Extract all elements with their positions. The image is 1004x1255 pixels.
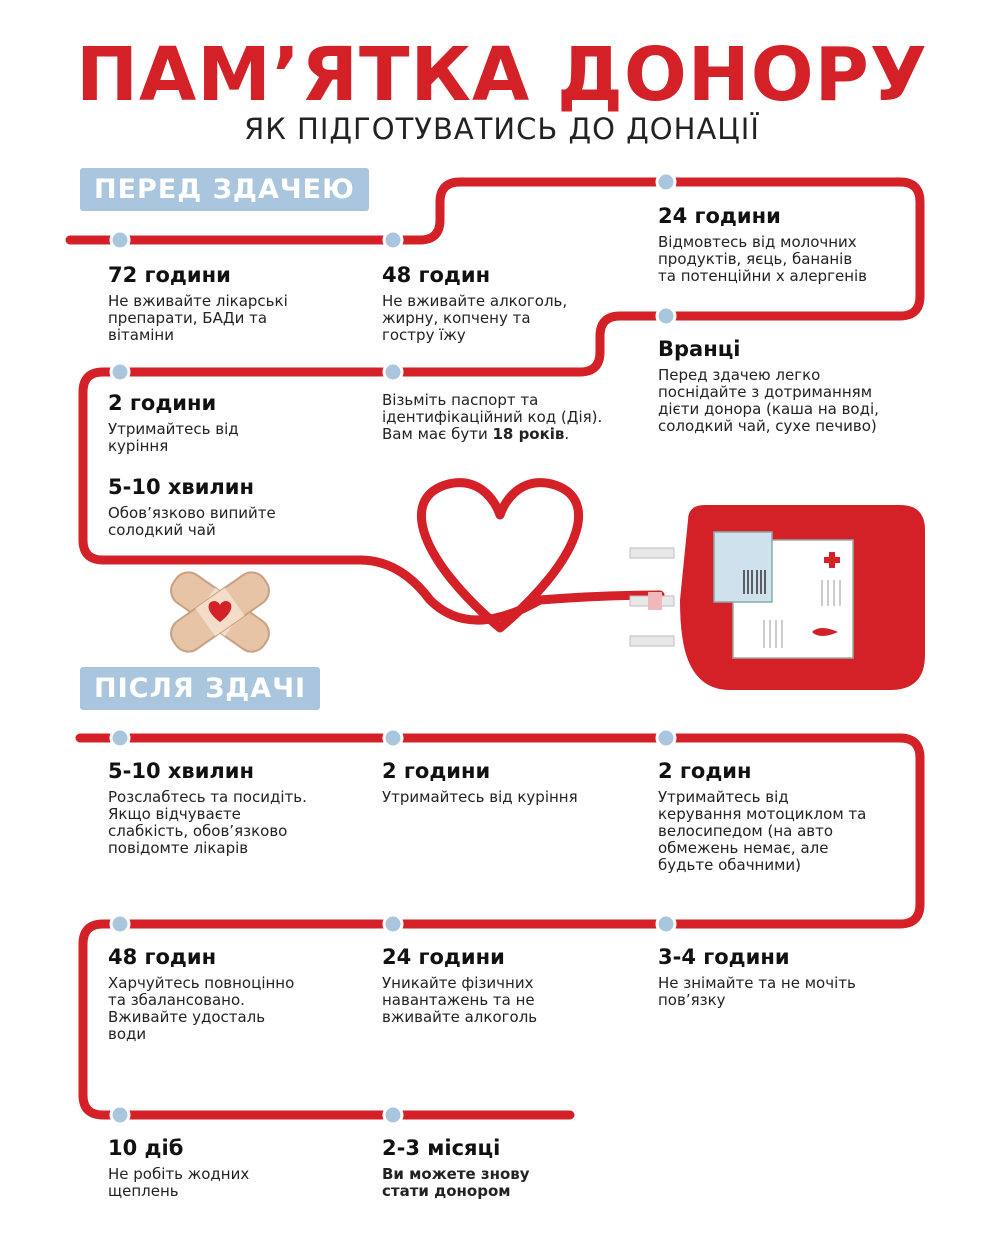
step-text: Утримайтесь від керування мотоциклом та велосипедом (на авто обмежень немає, але будьте обачними) (658, 788, 867, 874)
step-heading: Вранці (658, 337, 741, 361)
step-text: Не робіть жодних щеплень (108, 1165, 250, 1200)
before-step-5-10min (108, 475, 363, 539)
step-text (382, 1166, 637, 1200)
before-step-documents (382, 392, 662, 443)
step-heading: 10 діб (108, 1136, 184, 1160)
step-heading: 2 години (382, 759, 491, 783)
step-heading: 3-4 години (658, 945, 790, 969)
step-heading: 48 годин (108, 945, 217, 969)
step-text: Харчуйтесь повноцінно та збалансовано. Вживайте удосталь води (108, 974, 295, 1043)
bandage-icon (165, 567, 275, 658)
before-step-72h (108, 263, 363, 344)
step-text: Розслабтесь та посидіть. Якщо відчуваєте слабкість, обов’язково повідомте лікарів (108, 788, 307, 857)
after-step-3-4h (658, 945, 958, 1009)
blood-bag-icon (630, 505, 925, 690)
step-text-bold: 18 років (492, 425, 565, 443)
step-heading: 72 години (108, 263, 231, 287)
step-text: Утримайтесь від куріння (382, 788, 578, 806)
after-step-5-10min (108, 759, 363, 857)
before-step-24h (658, 204, 958, 285)
step-text: Утримайтесь від куріння (108, 420, 239, 455)
step-text-main: Візьміть паспорт та ідентифікаційний код (Дія). Вам має бути (382, 391, 603, 443)
before-step-48h (382, 263, 637, 344)
step-text: Уникайте фізичних навантажень та не вживайте алкоголь (382, 974, 538, 1026)
step-text: Перед здачею легко поснідайте з дотриманням дієти донора (каша на воді, солодкий чай, сухе печиво) (658, 366, 879, 435)
after-step-10days (108, 1136, 363, 1200)
step-heading: 24 години (382, 945, 505, 969)
after-step-2h (382, 759, 637, 806)
after-step-2-3months (382, 1136, 637, 1200)
step-text (382, 392, 662, 443)
section-after-label: ПІСЛЯ ЗДАЧІ (80, 667, 320, 710)
after-step-2h-driving (658, 759, 958, 874)
step-text: Не вживайте алкоголь, жирну, копчену та гостру їжу (382, 292, 568, 344)
step-heading: 5-10 хвилин (108, 759, 255, 783)
step-heading: 24 години (658, 204, 781, 228)
section-before-label: ПЕРЕД ЗДАЧЕЮ (80, 168, 369, 211)
step-heading: 2 години (108, 391, 217, 415)
step-text: Не вживайте лікарські препарати, БАДи та вітаміни (108, 292, 288, 344)
step-text-end: . (564, 425, 570, 443)
after-step-24h (382, 945, 637, 1026)
step-text: Не знімайте та не мочіть пов’язку (658, 974, 856, 1009)
step-text: Обов’язково випийте солодкий чай (108, 504, 276, 539)
after-step-48h (108, 945, 363, 1043)
step-text: Відмовтесь від молочних продуктів, яєць, бананів та потенційни х алергенів (658, 233, 868, 285)
step-heading: 48 годин (382, 263, 491, 287)
step-heading: 2 годин (658, 759, 752, 783)
step-text-bold: Ви можете знову стати донором (382, 1165, 530, 1200)
step-heading: 5-10 хвилин (108, 475, 255, 499)
heart-shaped-tube-icon (421, 483, 578, 628)
page-title: ПАМ’ЯТКА ДОНОРУ (76, 32, 928, 118)
before-step-morning (658, 337, 958, 435)
page-subtitle: ЯК ПІДГОТУВАТИСЬ ДО ДОНАЦІЇ (244, 112, 760, 146)
before-step-2h (108, 391, 363, 455)
step-heading: 2-3 місяці (382, 1136, 501, 1160)
